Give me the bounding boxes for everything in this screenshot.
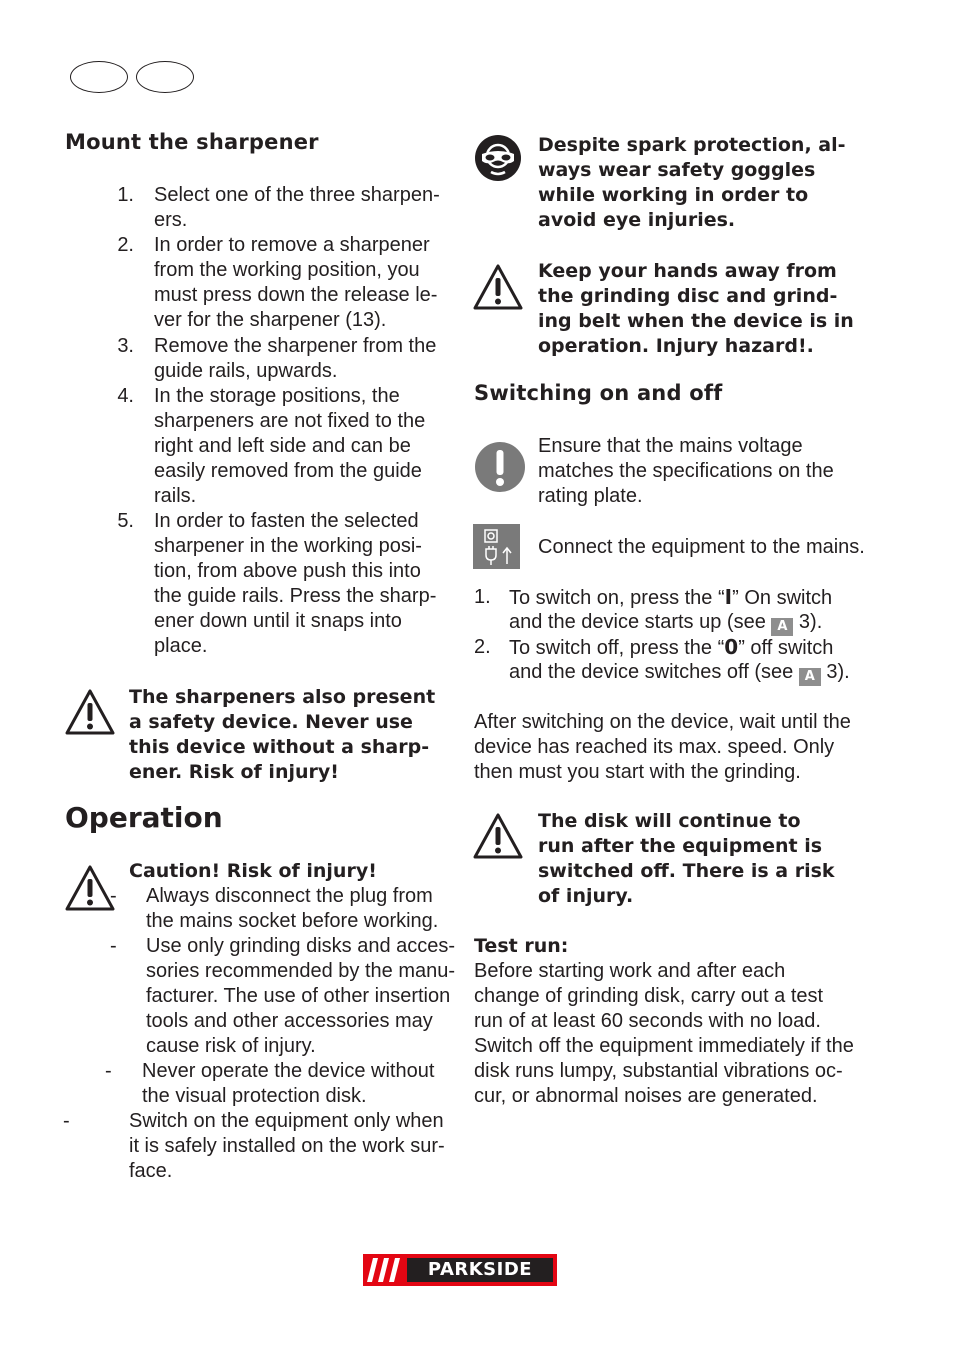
step-line: In order to remove a sharpener [154, 234, 430, 256]
goggles-warning-line: avoid eye injuries. [538, 209, 736, 231]
step-number: 1. [117, 184, 134, 206]
step-number: 2. [117, 234, 134, 256]
caution-line: it is safely installed on the work sur- [129, 1135, 445, 1157]
step-number: 5. [117, 510, 134, 532]
caution-line: sories recommended by the manu- [146, 960, 456, 982]
step-line: the guide rails. Press the sharp- [154, 585, 437, 607]
warning-line: this device without a sharp- [129, 736, 430, 758]
warning-line: a safety device. Never use [129, 711, 413, 733]
language-oval-left [70, 61, 128, 93]
disk-warning-line: The disk will continue to [538, 810, 801, 832]
voltage-note-line: matches the specifications on the [538, 460, 834, 482]
dash-bullet: - [110, 935, 117, 957]
mount-heading: Mount the sharpener [65, 130, 319, 154]
parkside-logo [363, 1254, 557, 1286]
step-number: 2. [474, 636, 491, 658]
goggles-warning-line: Despite spark protection, al- [538, 134, 846, 156]
switch-off-line [509, 660, 850, 686]
caution-title: Caution! Risk of injury! [129, 860, 377, 882]
test-run-line: disk runs lumpy, substantial vibrations oc- [474, 1060, 843, 1082]
switch-off-text: To switch off, press the “ [509, 637, 725, 659]
step-line: In the storage positions, the [154, 385, 400, 407]
step-number: 1. [474, 586, 491, 608]
hands-warning-line: Keep your hands away from [538, 260, 837, 282]
step-line: In order to fasten the selected [154, 510, 419, 532]
switch-on-line [509, 610, 822, 636]
warning-triangle-icon [472, 812, 524, 860]
switch-off-text: and the device switches off (see [509, 661, 799, 683]
hands-warning-line: the grinding disc and grind- [538, 285, 838, 307]
figure-badge: A [771, 618, 793, 636]
test-run-line: run of at least 60 seconds with no load. [474, 1010, 821, 1032]
step-line: rails. [154, 485, 197, 507]
operation-heading: Operation [65, 801, 223, 834]
logo-stripes-icon [367, 1258, 405, 1282]
figure-badge: A [799, 668, 821, 686]
switch-on-text: To switch on, press the “ [509, 587, 725, 609]
step-line: ener down until it snaps into [154, 610, 402, 632]
caution-line: Always disconnect the plug from [146, 885, 433, 907]
connect-note: Connect the equipment to the mains. [538, 536, 865, 558]
voltage-note-line: Ensure that the mains voltage [538, 435, 803, 457]
caution-line: Switch on the equipment only when [129, 1110, 444, 1132]
step-number: 3. [117, 335, 134, 357]
step-line: ers. [154, 209, 188, 231]
warning-triangle-icon [472, 263, 524, 311]
hands-warning-line: operation. Injury hazard!. [538, 335, 814, 357]
step-line: Select one of the three sharpen- [154, 184, 440, 206]
disk-warning-line: of injury. [538, 885, 634, 907]
test-run-line: Switch off the equipment immediately if the [474, 1035, 854, 1057]
step-number: 4. [117, 385, 134, 407]
language-ovals [70, 61, 196, 95]
test-run-line: cur, or abnormal noises are generated. [474, 1085, 818, 1107]
switch-off-text: 3). [820, 661, 850, 683]
warning-triangle-icon [64, 864, 116, 912]
disk-warning-line: run after the equipment is [538, 835, 823, 857]
switch-heading: Switching on and off [474, 381, 723, 405]
step-line: tion, from above push this into [154, 560, 421, 582]
step-line: sharpeners are not fixed to the [154, 410, 426, 432]
test-run-line: change of grinding disk, carry out a test [474, 985, 824, 1007]
step-line: sharpener in the working posi- [154, 535, 422, 557]
off-switch-key: 0 [724, 635, 739, 659]
caution-line: cause risk of injury. [146, 1035, 316, 1057]
language-oval-right [136, 61, 194, 93]
caution-line: the visual protection disk. [142, 1085, 367, 1107]
dash-bullet: - [63, 1110, 70, 1132]
switch-on-text: and the device starts up (see [509, 611, 772, 633]
caution-line: facturer. The use of other insertion [146, 985, 451, 1007]
on-switch-key: I [724, 585, 733, 609]
step-line: must press down the release le- [154, 284, 438, 306]
step-line: place. [154, 635, 208, 657]
caution-line: the mains socket before working. [146, 910, 439, 932]
switch-on-text: 3). [793, 611, 823, 633]
dash-bullet: - [105, 1060, 112, 1082]
step-line: from the working position, you [154, 259, 420, 281]
warning-line: The sharpeners also present [129, 686, 436, 708]
switch-off-line [509, 635, 833, 661]
after-switch-line: device has reached its max. speed. Only [474, 736, 835, 758]
hands-warning-line: ing belt when the device is in [538, 310, 854, 332]
warning-line: ener. Risk of injury! [129, 761, 339, 783]
step-line: guide rails, upwards. [154, 360, 338, 382]
exclamation-circle-icon [474, 441, 526, 493]
disk-warning-line: switched off. There is a risk [538, 860, 835, 882]
logo-text: PARKSIDE [407, 1258, 553, 1282]
after-switch-line: then must you start with the grinding. [474, 761, 801, 783]
warning-triangle-icon [64, 688, 116, 736]
goggles-warning-line: while working in order to [538, 184, 809, 206]
step-line: ver for the sharpener (13). [154, 309, 387, 331]
step-line: Remove the sharpener from the [154, 335, 437, 357]
caution-line: Use only grinding disks and acces- [146, 935, 456, 957]
switch-on-text: ” On switch [732, 587, 833, 609]
safety-goggles-icon [474, 134, 522, 182]
test-run-line: Before starting work and after each [474, 960, 786, 982]
caution-line: Never operate the device without [142, 1060, 435, 1082]
test-run-title: Test run: [474, 935, 569, 957]
switch-on-line [509, 585, 832, 611]
after-switch-line: After switching on the device, wait until the [474, 711, 851, 733]
caution-line: tools and other accessories may [146, 1010, 433, 1032]
step-line: right and left side and can be [154, 435, 411, 457]
plug-mains-icon [473, 524, 520, 569]
dash-bullet: - [110, 885, 117, 907]
goggles-warning-line: ways wear safety goggles [538, 159, 816, 181]
caution-line: face. [129, 1160, 173, 1182]
switch-off-text: ” off switch [738, 637, 834, 659]
voltage-note-line: rating plate. [538, 485, 643, 507]
step-line: easily removed from the guide [154, 460, 422, 482]
